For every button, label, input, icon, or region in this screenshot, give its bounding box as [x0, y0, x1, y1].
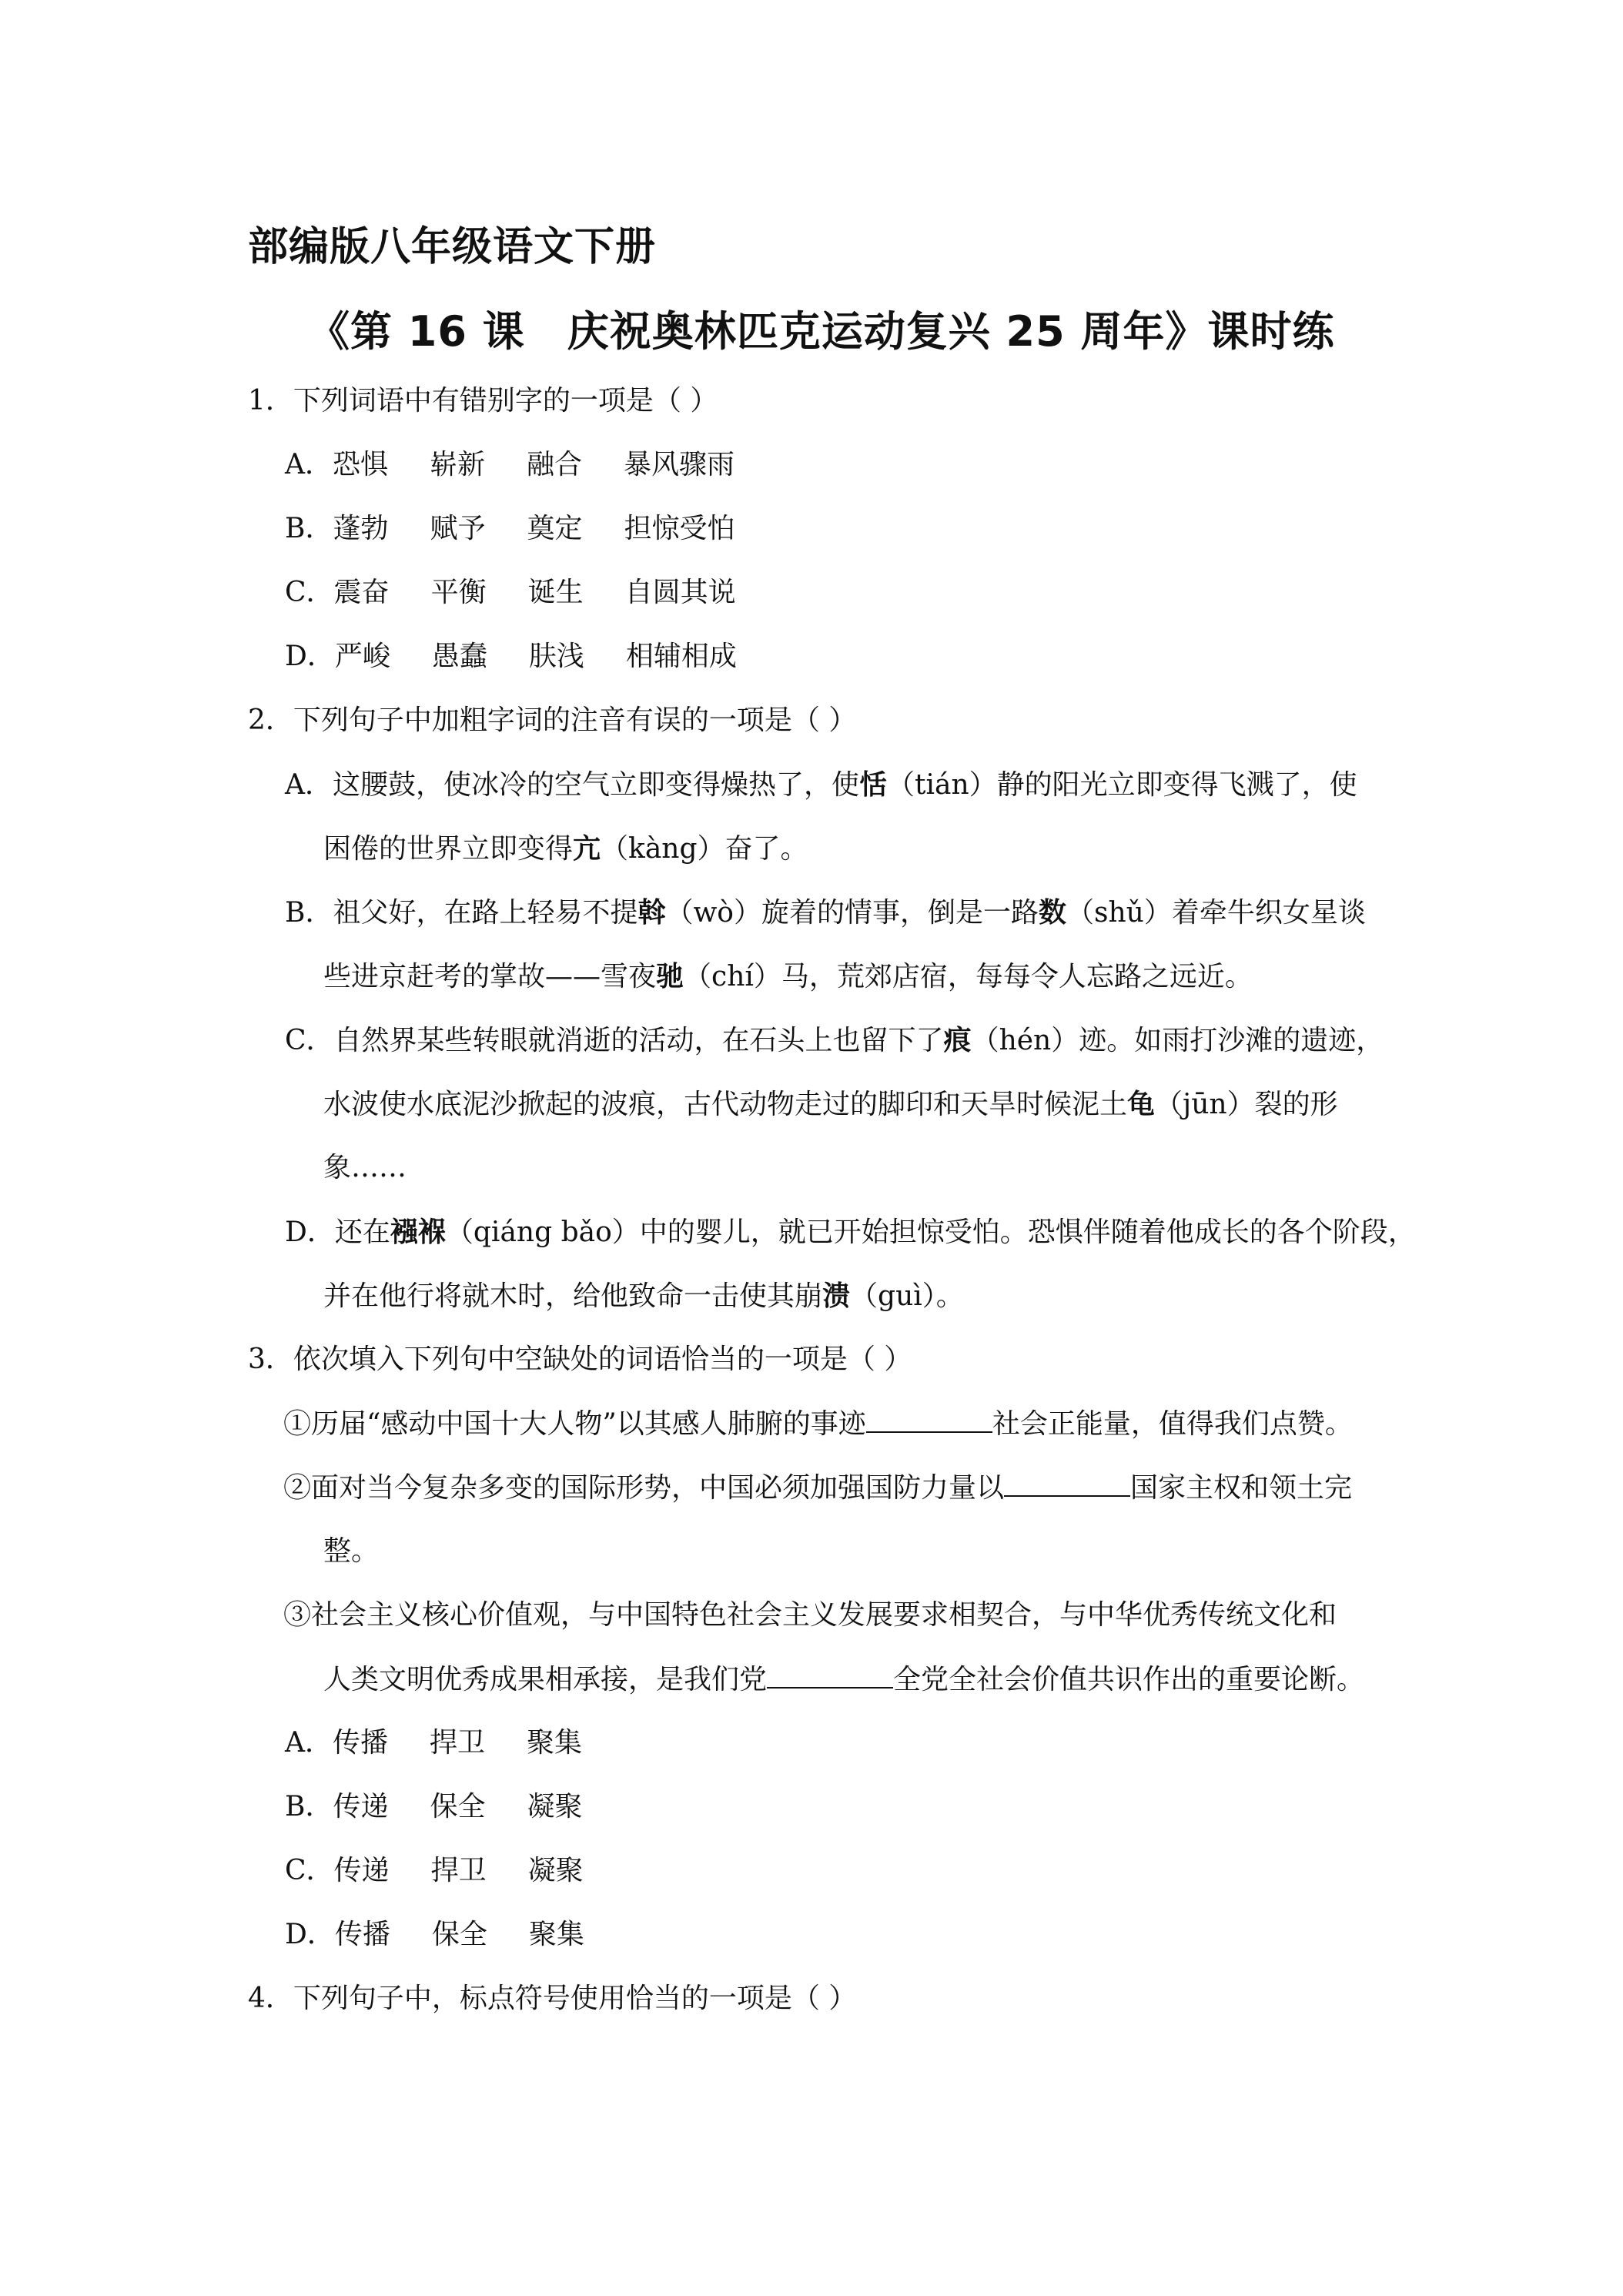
option-word: 诞生: [527, 577, 584, 608]
text-run: 全党全社会价值共识作出的重要论断。: [893, 1664, 1365, 1695]
fill-blank[interactable]: [1004, 1469, 1130, 1497]
text-run: （hén）迹。如雨打沙滩的遗迹，: [971, 1025, 1384, 1056]
q3-option-a: [285, 1725, 582, 1762]
bold-char: 驰: [656, 960, 684, 992]
option-word: 相辅相成: [625, 641, 737, 672]
option-word: 凝聚: [527, 1791, 583, 1822]
q3-sentence-2: [283, 1469, 1352, 1507]
text-run: A．这腰鼓，使冰冷的空气立即变得燥热了，使: [285, 769, 859, 801]
option-word: 蓬勃: [333, 513, 389, 544]
q3-option-b: [285, 1789, 583, 1826]
text-run: 困倦的世界立即变得: [323, 833, 574, 865]
text-run: 社会正能量，值得我们点赞。: [992, 1408, 1353, 1440]
document-title-line2: 《第 16 课 庆祝奥林匹克运动复兴 25 周年》课时练: [308, 307, 1335, 356]
text-run: （chí）马，荒郊店宿，每每令人忘路之远近。: [684, 961, 1253, 992]
text-run: （tián）静的阳光立即变得飞溅了，使: [887, 769, 1357, 801]
text-run: ②面对当今复杂多变的国际形势，中国必须加强国防力量以: [283, 1472, 1005, 1504]
text-run: 国家主权和领土完: [1130, 1472, 1353, 1504]
option-word: 融合: [527, 449, 583, 480]
bold-char: 亢: [573, 832, 601, 865]
bold-char: 数: [1038, 896, 1066, 929]
q1-option-b: [285, 510, 735, 547]
text-run: D．还在: [285, 1217, 390, 1248]
q3-sentence-2-cont: 整。: [323, 1535, 380, 1567]
q3-sentence-1: [283, 1405, 1353, 1443]
q2-option-a-line1: [285, 766, 1357, 804]
q2-option-c-line1: [285, 1022, 1384, 1059]
option-word: 传递: [333, 1791, 389, 1822]
text-run: ①历届“感动中国十大人物”以其感人肺腑的事迹: [283, 1408, 866, 1440]
option-word: 传播: [334, 1919, 390, 1950]
text-run: （kàng）奋了。: [601, 833, 808, 865]
q1-option-a: [285, 447, 735, 484]
option-label: B．: [285, 1791, 333, 1822]
option-label: A．: [285, 449, 333, 480]
bold-char: 溃: [822, 1280, 851, 1312]
option-label: C．: [285, 1855, 334, 1886]
text-run: B．祖父好，在路上轻易不提: [285, 897, 638, 929]
text-run: （guì）。: [850, 1280, 964, 1312]
option-word: 捍卫: [430, 1727, 486, 1759]
text-run: 水波使水底泥沙掀起的波痕，古代动物走过的脚印和天旱时候泥土: [323, 1089, 1128, 1120]
option-word: 平衡: [430, 577, 487, 608]
option-word: 传播: [333, 1727, 389, 1759]
option-word: 聚集: [527, 1727, 583, 1759]
option-word: 传递: [333, 1855, 390, 1886]
option-word: 自圆其说: [624, 577, 736, 608]
option-word: 保全: [430, 1791, 486, 1822]
text-run: （jūn）裂的形: [1155, 1089, 1338, 1120]
option-label: A．: [285, 1727, 333, 1759]
q1-option-c: [285, 574, 736, 611]
bold-char: 恬: [859, 768, 888, 801]
option-label: C．: [285, 577, 334, 608]
q1-option-d: [285, 638, 737, 675]
option-label: D．: [285, 641, 335, 672]
document-title-line1: 部编版八年级语文下册: [248, 224, 657, 270]
text-run: （shǔ）着牵牛织女星谈: [1066, 897, 1366, 929]
text-run: （wò）旋着的情事，倒是一路: [665, 897, 1039, 929]
option-label: D．: [285, 1919, 335, 1950]
q3-stem: 3．依次填入下列句中空缺处的词语恰当的一项是（ ）: [248, 1344, 912, 1375]
text-run: 些进京赶考的掌故——雪夜: [323, 961, 657, 992]
q2-option-c-line2: [323, 1086, 1338, 1123]
option-word: 捍卫: [430, 1855, 487, 1886]
q3-option-c: [285, 1853, 584, 1889]
q2-option-d-line1: [285, 1213, 1416, 1251]
text-run: C．自然界某些转眼就消逝的活动，在石头上也留下了: [285, 1025, 944, 1056]
option-word: 震奋: [333, 577, 390, 608]
option-word: 恐惧: [333, 449, 389, 480]
option-label: B．: [285, 513, 333, 544]
q1-stem: 1．下列词语中有错别字的一项是（ ）: [248, 385, 718, 417]
q2-option-c-line3: 象……: [323, 1152, 407, 1183]
q3-sentence-3-line1: ③社会主义核心价值观，与中国特色社会主义发展要求相契合，与中华优秀传统文化和: [283, 1599, 1337, 1631]
fill-blank[interactable]: [767, 1661, 893, 1689]
option-word: 严峻: [334, 641, 390, 672]
q2-option-a-line2: [323, 830, 808, 868]
option-word: 奠定: [527, 513, 583, 544]
text-run: （qiáng bǎo）中的婴儿，就已开始担惊受怕。恐惧伴随着他成长的各个阶段，: [445, 1217, 1416, 1248]
option-word: 担惊受怕: [624, 513, 735, 544]
text-run: 并在他行将就木时，给他致命一击使其崩: [323, 1280, 823, 1312]
bold-char: 襁褓: [390, 1216, 446, 1248]
q2-option-b-line1: [285, 894, 1366, 932]
q4-stem: 4．下列句子中，标点符号使用恰当的一项是（ ）: [248, 1983, 857, 2014]
bold-char: 龟: [1127, 1088, 1156, 1120]
q3-option-d: [285, 1916, 584, 1953]
bold-char: 痕: [943, 1024, 972, 1056]
option-word: 聚集: [528, 1919, 584, 1950]
q2-option-d-line2: [323, 1277, 964, 1315]
option-word: 凝聚: [527, 1855, 584, 1886]
q2-option-b-line2: [323, 958, 1253, 996]
option-word: 赋予: [430, 513, 486, 544]
option-word: 崭新: [430, 449, 486, 480]
bold-char: 斡: [637, 896, 666, 929]
option-word: 保全: [431, 1919, 487, 1950]
fill-blank[interactable]: [866, 1405, 992, 1433]
q3-sentence-3-line2: [323, 1661, 1364, 1699]
option-word: 愚蠢: [431, 641, 487, 672]
text-run: 人类文明优秀成果相承接，是我们党: [323, 1664, 768, 1695]
option-word: 肤浅: [528, 641, 584, 672]
option-word: 暴风骤雨: [624, 449, 735, 480]
q2-stem: 2．下列句子中加粗字词的注音有误的一项是（ ）: [248, 705, 857, 736]
